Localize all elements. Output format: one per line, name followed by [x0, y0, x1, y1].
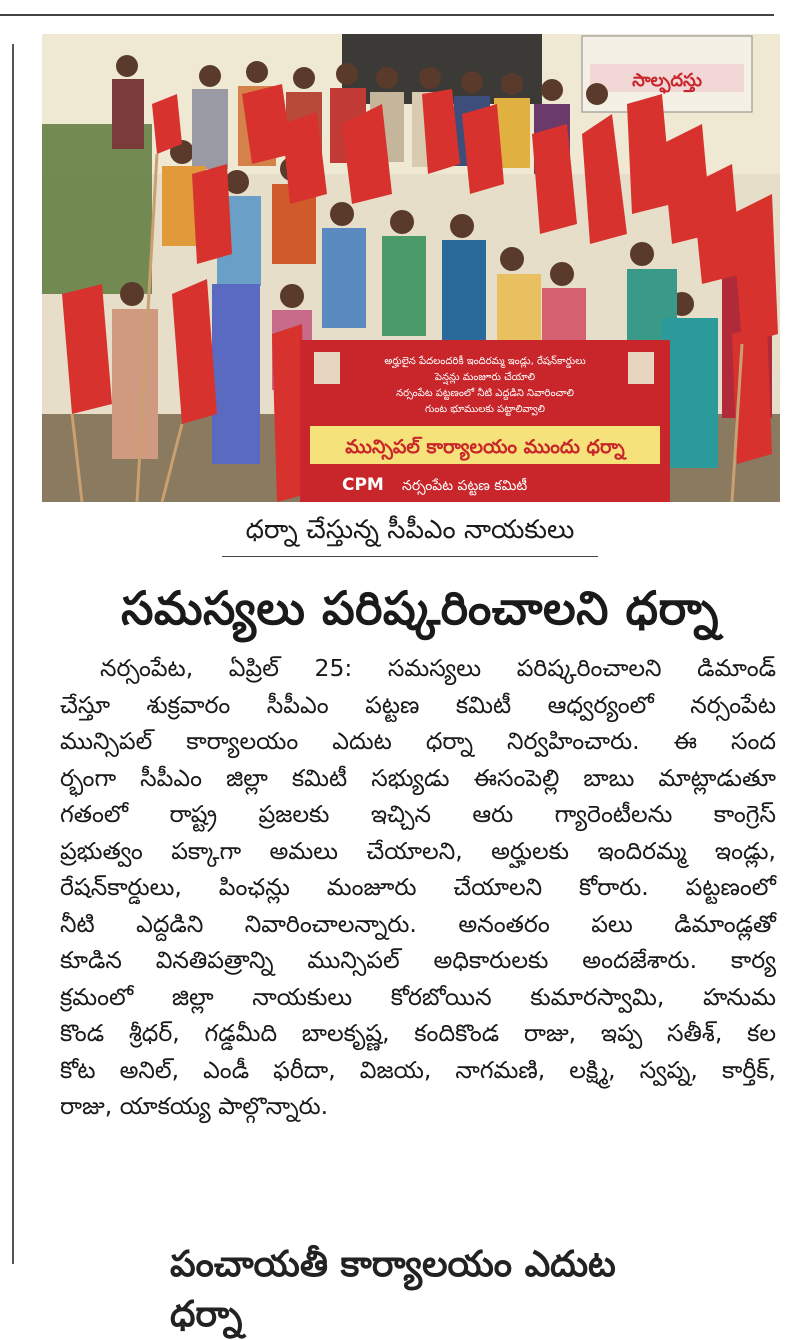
article-line: మున్సిపల్ కార్యాలయం ఎదుట ధర్నా నిర్వహించారు. ఈ సంద — [60, 727, 776, 755]
svg-text:మున్సిపల్ కార్యాలయం ముందు ధర్న: మున్సిపల్ కార్యాలయం ముందు ధర్నా — [345, 436, 625, 458]
article-line: గతంలో రాష్ట్ర ప్రజలకు ఇచ్చిన ఆరు గ్యారెంటీలను కాంగ్రెస్ — [60, 800, 776, 828]
svg-text:గుంట భూములకు పట్టాలివ్వాలి: గుంట భూములకు పట్టాలివ్వాలి — [425, 404, 545, 415]
article-line: చేస్తూ శుక్రవారం సీపీఎం పట్టణ కమిటీ ఆధ్వర్యంలో నర్సంపేట — [60, 690, 776, 719]
svg-text:CPM: CPM — [342, 475, 384, 495]
article-line: కొండ శ్రీధర్, గడ్డమీది బాలకృష్ణ, కందికొండ రాజు, ఇప్ప సతీశ్, కల — [60, 1019, 776, 1047]
article-line: నీటి ఎద్దడిని నివారించాలన్నారు. అనంతరం పలు డిమాండ్లతో — [60, 909, 776, 938]
protest-sign — [582, 36, 752, 112]
article-headline: సమస్యలు పరిష్కరించాలని ధర్నా — [121, 581, 719, 635]
news-photo — [42, 34, 780, 502]
article-line: రాజు, యాకయ్య పాల్గొన్నారు. — [60, 1092, 329, 1120]
next-article-headline: పంచాయతీ కార్యాలయం ఎదుట ధర్నా — [170, 1244, 616, 1335]
top-divider — [0, 14, 774, 16]
caption-underline — [222, 556, 598, 557]
article-line: ప్రభుత్వం పక్కాగా అమలు చేయాలని, అర్హులకు ఇందిరమ్మ ఇండ్లు, — [60, 836, 776, 865]
article-line: కూడిన వినతిపత్రాన్ని మున్సిపల్ అధికారులకు అందజేశారు. కార్య — [60, 946, 776, 974]
svg-text:నర్సంపేట పట్టణంలో నీటి ఎద్దడిన: నర్సంపేట పట్టణంలో నీటి ఎద్దడిని నివారించాలి — [396, 388, 574, 399]
svg-text:సాల్ఫదస్తు: సాల్ఫదస్తు — [632, 70, 702, 91]
protest-banner — [300, 340, 670, 502]
article-body — [60, 650, 776, 1125]
article-line: రేషన్‌కార్డులు, పింఛన్లు మంజూరు చేయాలని కోరారు. పట్టణంలో — [60, 873, 776, 901]
photo-caption: ధర్నా చేస్తున్న సీపీఎం నాయకులు — [245, 515, 575, 545]
article-line: ర్భంగా సీపీఎం జిల్లా కమిటీ సభ్యుడు ఈసంపెల్లి బాబు మాట్లాడుతూ — [60, 763, 776, 792]
svg-text:నర్సంపేట పట్టణ కమిటీ: నర్సంపేట పట్టణ కమిటీ — [402, 478, 528, 494]
svg-text:పెన్షన్లు మంజూరు చేయాలి: పెన్షన్లు మంజూరు చేయాలి — [434, 372, 536, 383]
svg-text:అర్హులైన పేదలందరికీ ఇందిరమ్మ ఇ: అర్హులైన పేదలందరికీ ఇందిరమ్మ ఇండ్లు, రేషన్‌కార్డులు — [384, 356, 586, 367]
column-divider — [12, 44, 14, 1264]
article-line: క్రమంలో జిల్లా నాయకులు కోరబోయిన కుమారస్వామి, హనుమ — [60, 982, 776, 1011]
article-line: కోట అనిల్, ఎండీ ఫరీదా, విజయ, నాగమణి, లక్ష్మి, స్వప్న, కార్తీక్, — [60, 1055, 776, 1084]
article-line: నర్సంపేట, ఏప్రిల్ 25: సమస్యలు పరిష్కరించాలని డిమాండ్ — [100, 654, 776, 682]
